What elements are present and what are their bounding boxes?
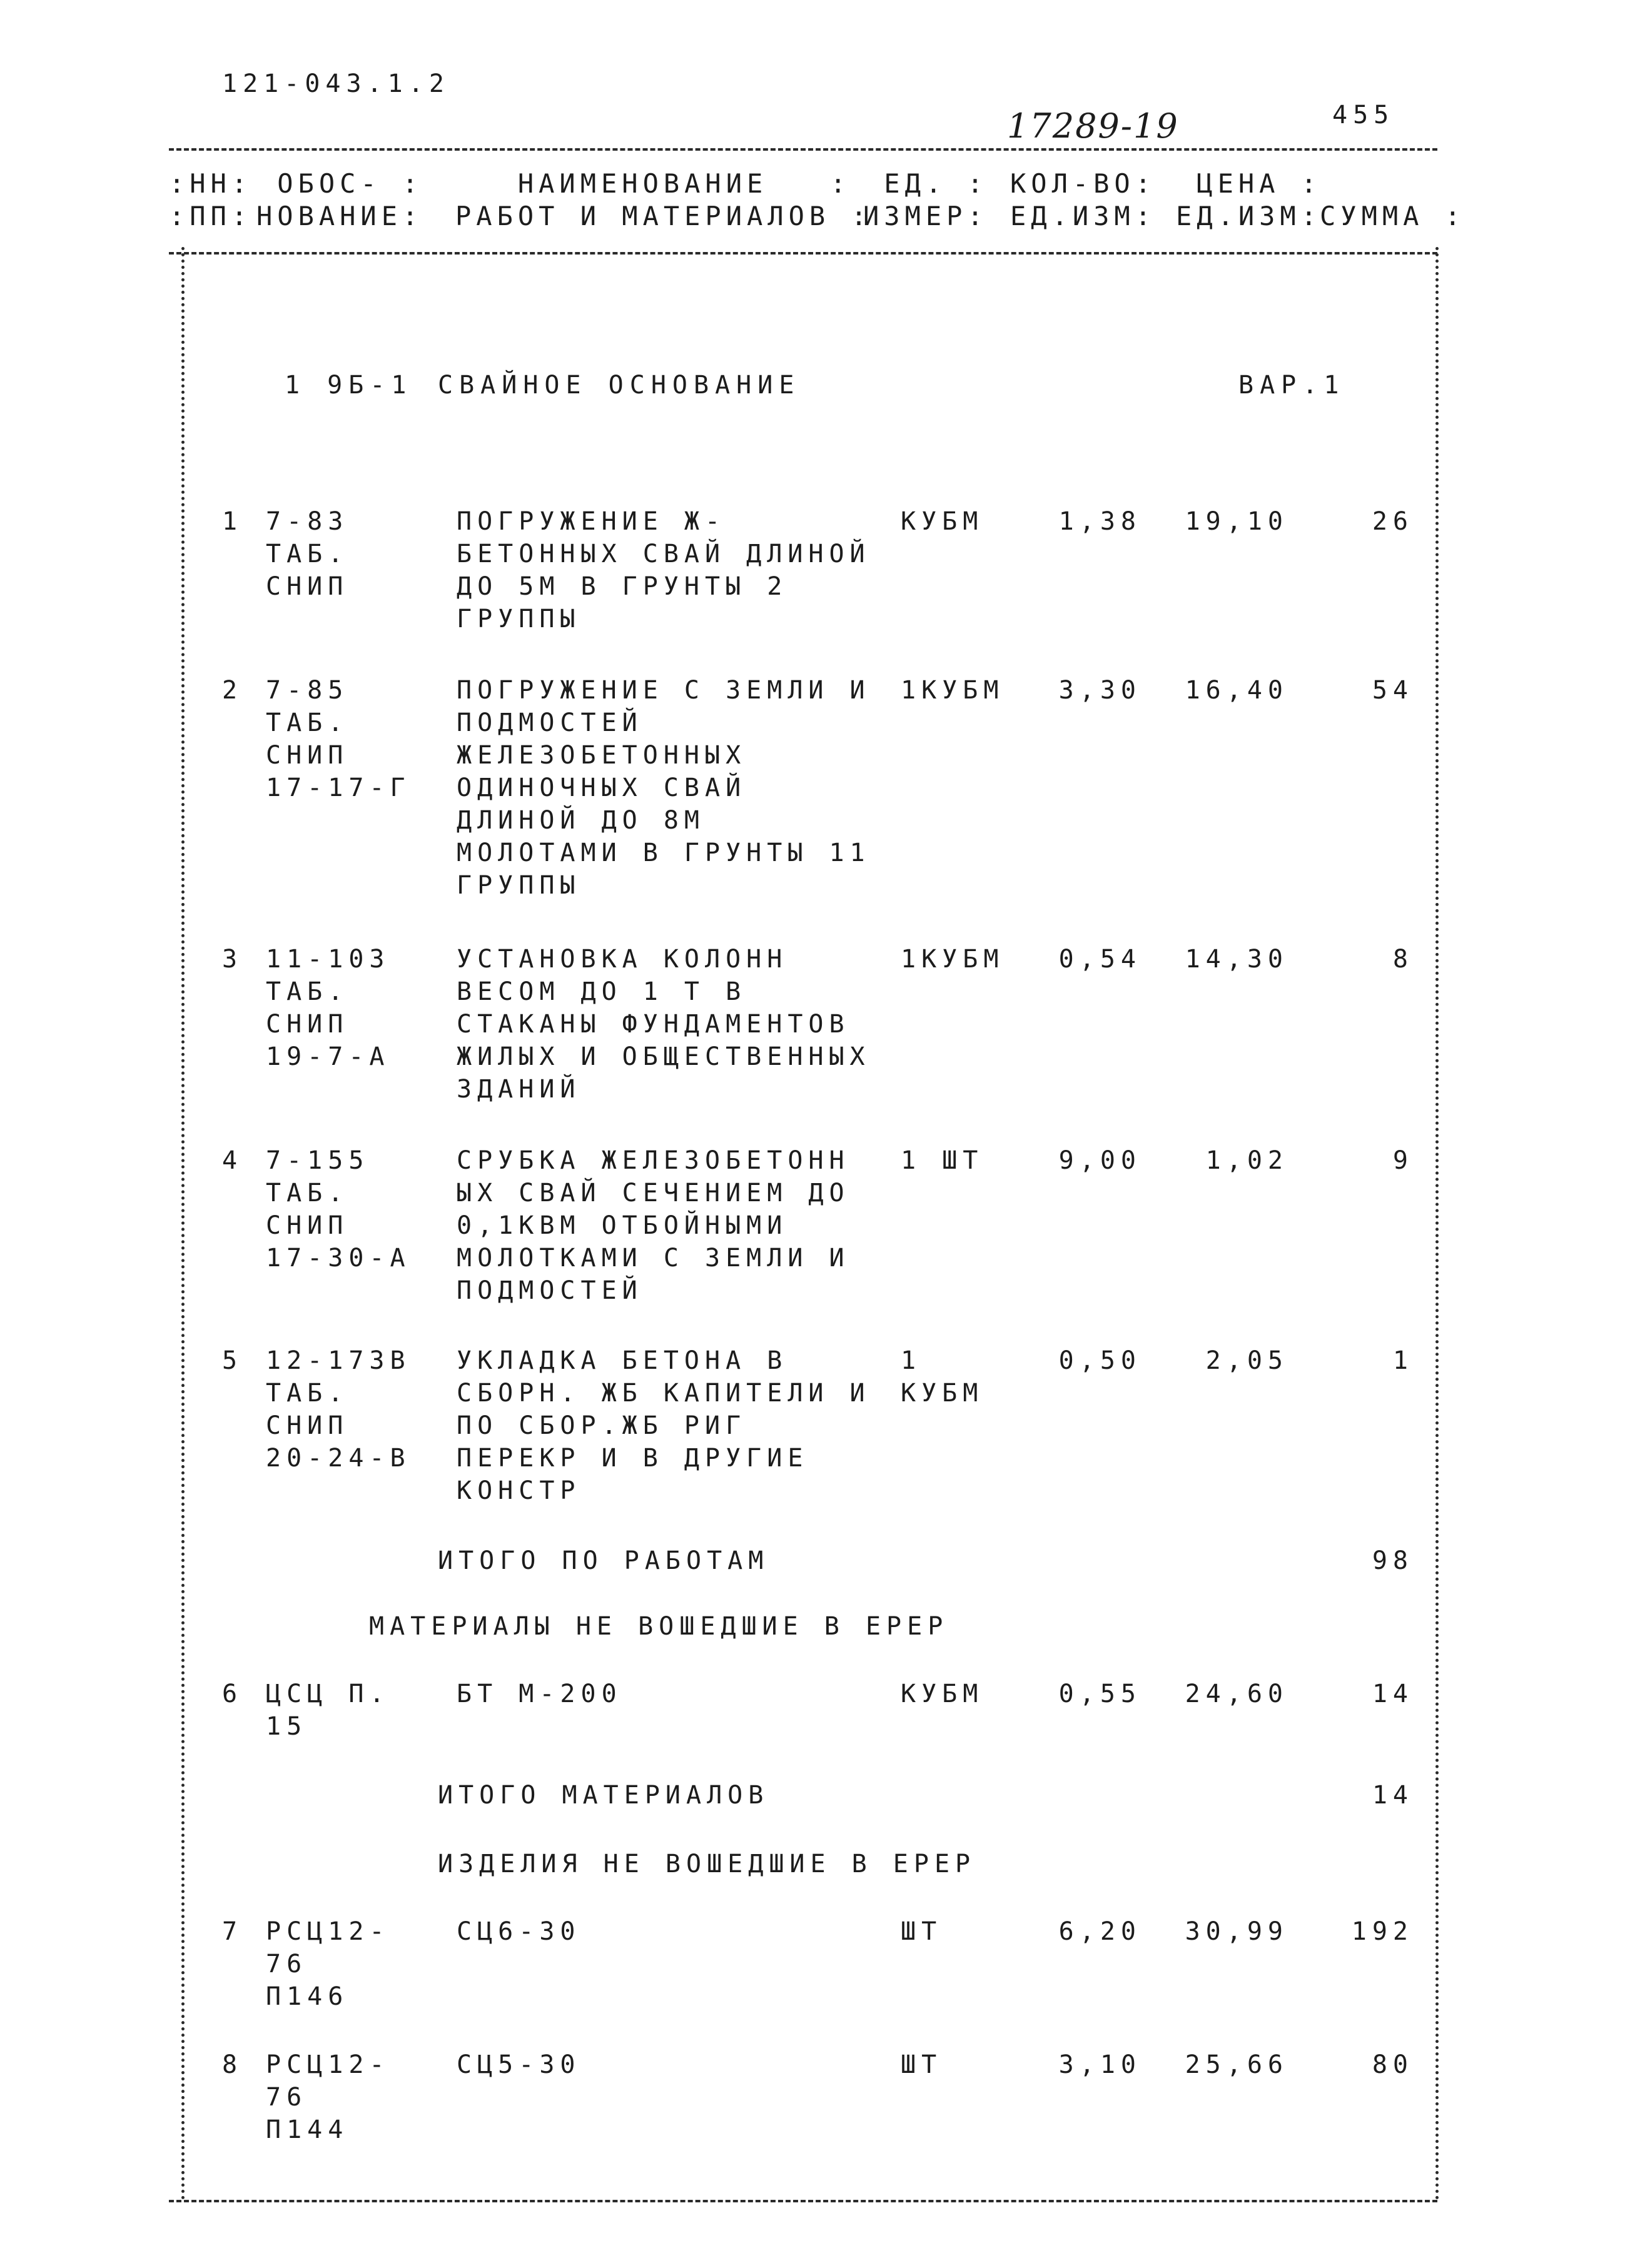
row-sum: 1 xyxy=(1392,1346,1414,1375)
row-basis: 11-103 ТАБ. СНИП 19-7-А xyxy=(266,945,390,1071)
row-unit: 1 КУБМ xyxy=(901,1346,984,1408)
row-price: 1,02 xyxy=(1205,1146,1288,1175)
row-quantity: 9,00 xyxy=(1058,1146,1142,1175)
header-col-quantity: КОЛ-ВО: ЕД.ИЗМ: xyxy=(1010,168,1157,231)
row-basis: 7-85 ТАБ. СНИП 17-17-Г xyxy=(266,676,411,802)
products-heading: ИЗДЕЛИЯ НЕ ВОШЕДШИЕ В ЕРЕР xyxy=(438,1850,976,1878)
row-quantity: 6,20 xyxy=(1058,1917,1142,1946)
header-bottom-rule xyxy=(169,252,1437,255)
row-quantity: 3,10 xyxy=(1058,2050,1142,2079)
header-col-sum: СУММА : xyxy=(1320,201,1466,231)
header-col-number: :НН: :ПП: xyxy=(169,168,253,231)
row-unit: 1КУБМ xyxy=(901,945,1005,974)
table-bottom-rule xyxy=(169,2200,1437,2202)
row-price: 30,99 xyxy=(1185,1917,1288,1946)
row-name: УСТАНОВКА КОЛОНН ВЕСОМ ДО 1 Т В СТАКАНЫ ФУНДАМЕНТОВ ЖИЛЫХ И ОБЩЕСТВЕННЫХ ЗДАНИЙ xyxy=(457,945,871,1104)
row-number: 1 xyxy=(222,507,243,536)
total-materials-sum: 14 xyxy=(1372,1781,1414,1810)
row-price: 25,66 xyxy=(1185,2050,1288,2079)
row-unit: КУБМ xyxy=(901,507,984,536)
row-number: 2 xyxy=(222,676,243,705)
row-basis: 12-173В ТАБ. СНИП 20-24-В xyxy=(266,1346,411,1473)
row-quantity: 3,30 xyxy=(1058,676,1142,705)
row-price: 2,05 xyxy=(1205,1346,1288,1375)
row-name: СЦ5-30 xyxy=(457,2050,581,2079)
row-quantity: 1,38 xyxy=(1058,507,1142,536)
section-variant: ВАР.1 xyxy=(1238,371,1345,400)
header-col-unit: ЕД. : ИЗМЕР: xyxy=(863,168,988,231)
row-price: 16,40 xyxy=(1185,676,1288,705)
row-quantity: 0,54 xyxy=(1058,945,1142,974)
header-col-name: НАИМЕНОВАНИЕ : РАБОТ И МАТЕРИАЛОВ : xyxy=(455,168,872,231)
row-sum: 80 xyxy=(1372,2050,1414,2079)
row-sum: 9 xyxy=(1392,1146,1414,1175)
row-name: СРУБКА ЖЕЛЕЗОБЕТОНН ЫХ СВАЙ СЕЧЕНИЕМ ДО 0,1КВМ ОТБОЙНЫМИ МОЛОТКАМИ С ЗЕМЛИ И ПОДМОСТЕЙ xyxy=(457,1146,850,1305)
page-number: 455 xyxy=(1332,101,1395,129)
row-price: 14,30 xyxy=(1185,945,1288,974)
right-border xyxy=(1435,247,1439,2201)
header-col-price: ЦЕНА : ЕД.ИЗМ: xyxy=(1176,168,1322,231)
row-sum: 54 xyxy=(1372,676,1414,705)
row-price: 19,10 xyxy=(1185,507,1288,536)
left-border xyxy=(181,247,185,2201)
row-basis: 7-155 ТАБ. СНИП 17-30-А xyxy=(266,1146,411,1273)
total-works-sum: 98 xyxy=(1372,1546,1414,1575)
row-sum: 8 xyxy=(1392,945,1414,974)
row-number: 8 xyxy=(222,2050,243,2079)
row-basis: ЦСЦ П. 15 xyxy=(266,1680,390,1741)
total-materials-label: ИТОГО МАТЕРИАЛОВ xyxy=(438,1781,769,1810)
row-sum: 14 xyxy=(1372,1680,1414,1708)
section-code: 1 9Б-1 xyxy=(285,371,413,400)
row-sum: 26 xyxy=(1372,507,1414,536)
row-name: УКЛАДКА БЕТОНА В СБОРН. ЖБ КАПИТЕЛИ И ПО СБОР.ЖБ РИГ ПЕРЕКР И В ДРУГИЕ КОНСТР xyxy=(457,1346,871,1505)
materials-heading: МАТЕРИАЛЫ НЕ ВОШЕДШИЕ В ЕРЕР xyxy=(369,1612,949,1641)
row-name: БТ М-200 xyxy=(457,1680,622,1708)
row-sum: 192 xyxy=(1351,1917,1414,1946)
row-quantity: 0,50 xyxy=(1058,1346,1142,1375)
row-unit: ШТ xyxy=(901,2050,943,2079)
row-number: 5 xyxy=(222,1346,243,1375)
row-quantity: 0,55 xyxy=(1058,1680,1142,1708)
total-works-label: ИТОГО ПО РАБОТАМ xyxy=(438,1546,769,1575)
row-basis: РСЦ12- 76 П146 xyxy=(266,1917,390,2011)
row-unit: 1 ШТ xyxy=(901,1146,984,1175)
row-basis: РСЦ12- 76 П144 xyxy=(266,2050,390,2144)
row-number: 4 xyxy=(222,1146,243,1175)
row-unit: 1КУБМ xyxy=(901,676,1005,705)
row-basis: 7-83 ТАБ. СНИП xyxy=(266,507,349,601)
row-number: 3 xyxy=(222,945,243,974)
header-top-rule xyxy=(169,148,1437,151)
header-col-basis: ОБОС- : НОВАНИЕ: xyxy=(256,168,423,231)
row-unit: КУБМ xyxy=(901,1680,984,1708)
row-price: 24,60 xyxy=(1185,1680,1288,1708)
row-name: ПОГРУЖЕНИЕ Ж- БЕТОННЫХ СВАЙ ДЛИНОЙ ДО 5М В ГРУНТЫ 2 ГРУППЫ xyxy=(457,507,871,633)
row-number: 7 xyxy=(222,1917,243,1946)
section-title: СВАЙНОЕ ОСНОВАНИЕ xyxy=(438,371,801,400)
row-number: 6 xyxy=(222,1680,243,1708)
document-code: 121-043.1.2 xyxy=(222,69,450,98)
row-name: СЦ6-30 xyxy=(457,1917,581,1946)
row-name: ПОГРУЖЕНИЕ С ЗЕМЛИ И ПОДМОСТЕЙ ЖЕЛЕЗОБЕТОННЫХ ОДИНОЧНЫХ СВАЙ ДЛИНОЙ ДО 8М МОЛОТАМИ В ГРУНТЫ 11 ГРУППЫ xyxy=(457,676,871,900)
row-unit: ШТ xyxy=(901,1917,943,1946)
handwritten-number: 17289-19 xyxy=(1007,106,1179,146)
